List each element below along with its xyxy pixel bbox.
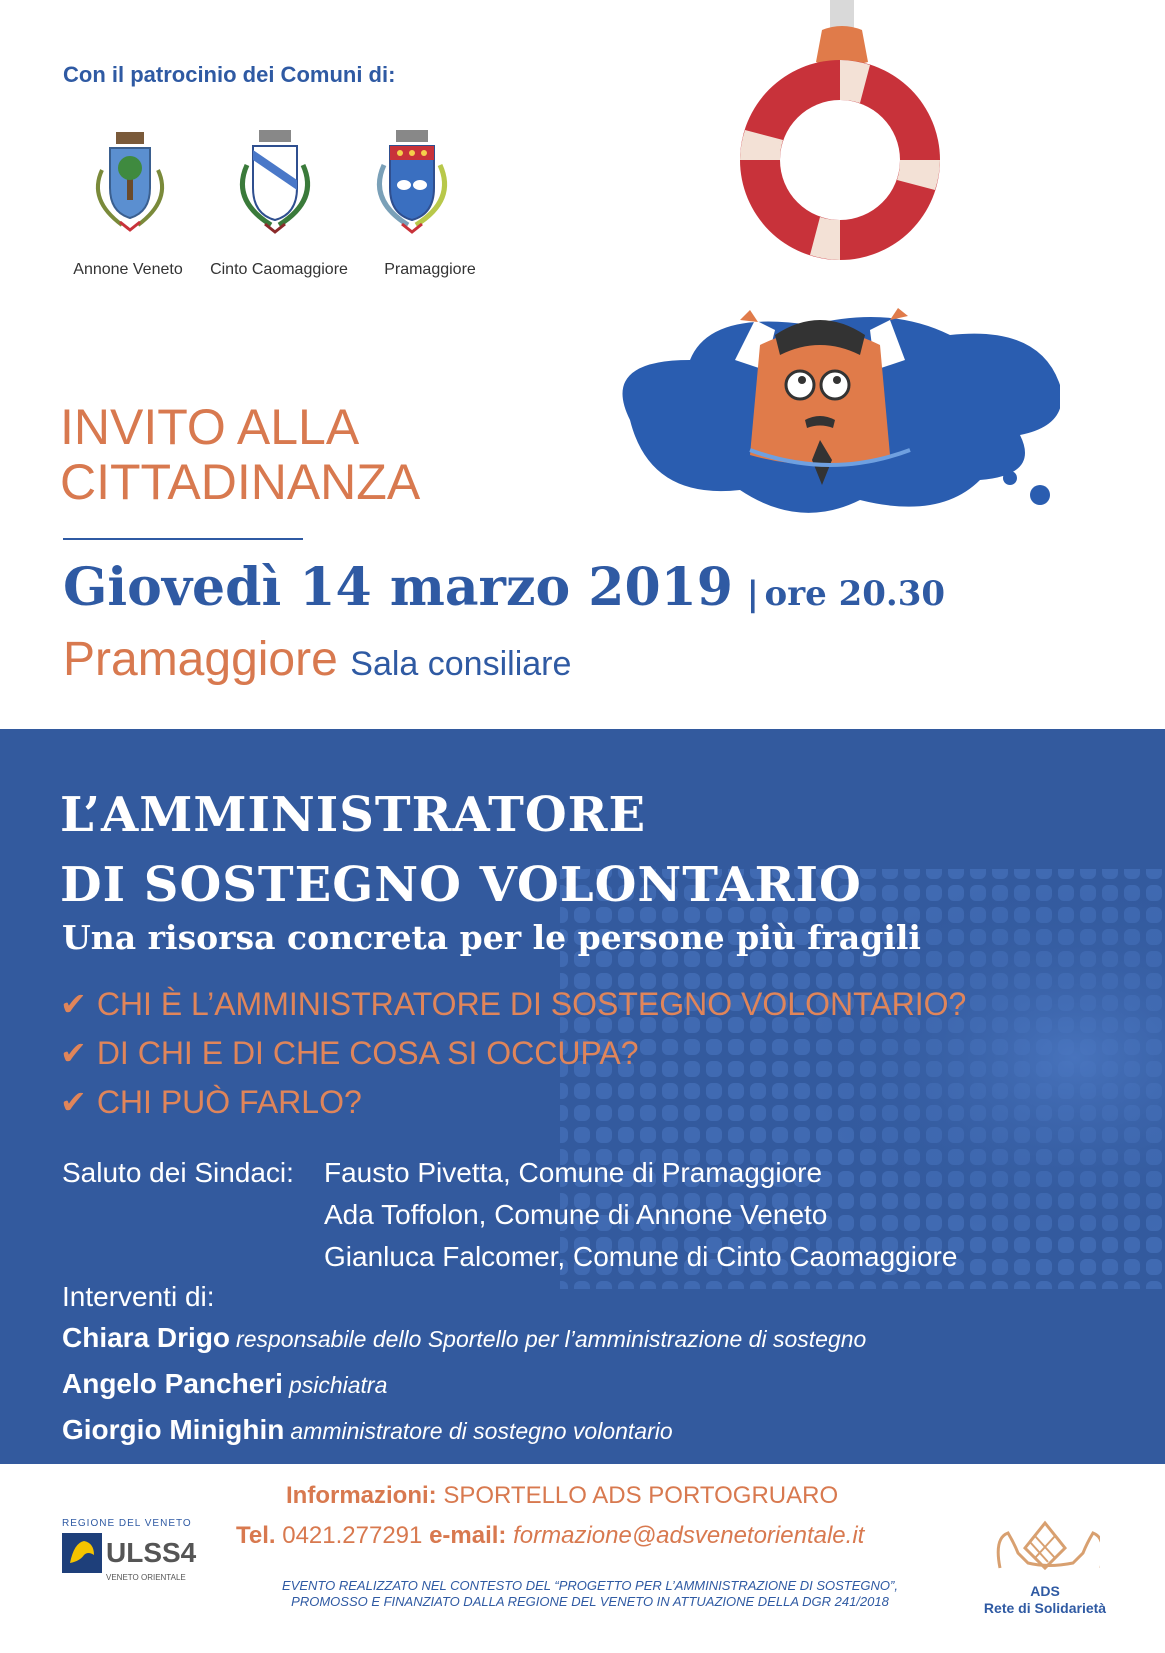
ads-logo: ADS Rete di Solidarietà — [970, 1508, 1120, 1648]
list-item: ✔ CHI PUÒ FARLO? — [60, 1083, 362, 1121]
invite-heading: INVITO ALLA CITTADINANZA — [60, 399, 421, 510]
check-icon: ✔ — [60, 985, 87, 1023]
contact-line: Tel. 0421.277291 e-mail: formazione@adsvenetorientale.it — [236, 1522, 865, 1549]
check-icon: ✔ — [60, 1083, 87, 1121]
list-item: ✔ CHI È L’AMMINISTRATORE DI SOSTEGNO VOLONTARIO? — [60, 985, 967, 1023]
ulss4-logo: REGIONE DEL VENETO ULSS4 VENETO ORIENTALE — [62, 1518, 197, 1582]
list-item: Chiara Drigo responsabile dello Sportello per l’amministrazione di sostegno — [62, 1322, 867, 1353]
main-subtitle: Una risorsa concreta per le persone più fragili — [62, 918, 921, 957]
patronage-title: Con il patrocinio dei Comuni di: — [63, 62, 396, 87]
divider — [63, 538, 303, 540]
main-title: L’AMMINISTRATORE DI SOSTEGNO VOLONTARIO — [60, 787, 862, 913]
email-link[interactable]: formazione@adsvenetorientale.it — [513, 1522, 865, 1549]
footnote: EVENTO REALIZZATO NEL CONTESTO DEL “PROGETTO PER L’AMMINISTRAZIONE DI SOSTEGNO”, PROMOSSO E FINANZIATO DALLA REGIONE DEL VENETO IN ATTUAZIONE DELLA DGR 241/2018 — [282, 1578, 898, 1609]
mayors-greeting: Saluto dei Sindaci: Fausto Pivetta, Comune di Pramaggiore Ada Toffolon, Comune di Annone Veneto Gianluca Falcomer, Comune di Cinto Caomaggiore — [62, 1157, 958, 1272]
list-item: Giorgio Minighin amministratore di sostegno volontario — [62, 1414, 673, 1445]
event-date: Giovedì 14 marzo 2019 | ore 20.30 — [63, 557, 946, 618]
pramaggiore-crest-icon — [362, 130, 462, 250]
municipality-label: Cinto Caomaggiore — [210, 261, 348, 278]
list-item: Angelo Pancheri psichiatra — [62, 1368, 388, 1399]
event-place: Pramaggiore Sala consiliare — [63, 633, 572, 686]
annone-veneto-crest-icon — [80, 130, 180, 250]
check-icon: ✔ — [60, 1034, 87, 1072]
question-list — [60, 980, 966, 1127]
lion-icon — [62, 1533, 102, 1573]
hands-heart-icon — [990, 1508, 1100, 1578]
drowning-man-illustration-icon — [600, 0, 1060, 540]
info-line: Informazioni: SPORTELLO ADS PORTOGRUARO — [286, 1482, 839, 1509]
municipality-label: Annone Veneto — [73, 261, 183, 278]
speakers-list: Interventi di: Chiara Drigo responsabile dello Sportello per l’amministrazione di sostegno Angelo Pancheri psichiatra Giorgio Minighin amministratore di sostegno volontario — [62, 1276, 866, 1455]
municipality-label: Pramaggiore — [384, 261, 476, 278]
list-item: ✔ DI CHI E DI CHE COSA SI OCCUPA? — [60, 1034, 639, 1072]
cinto-caomaggiore-crest-icon — [225, 130, 325, 250]
